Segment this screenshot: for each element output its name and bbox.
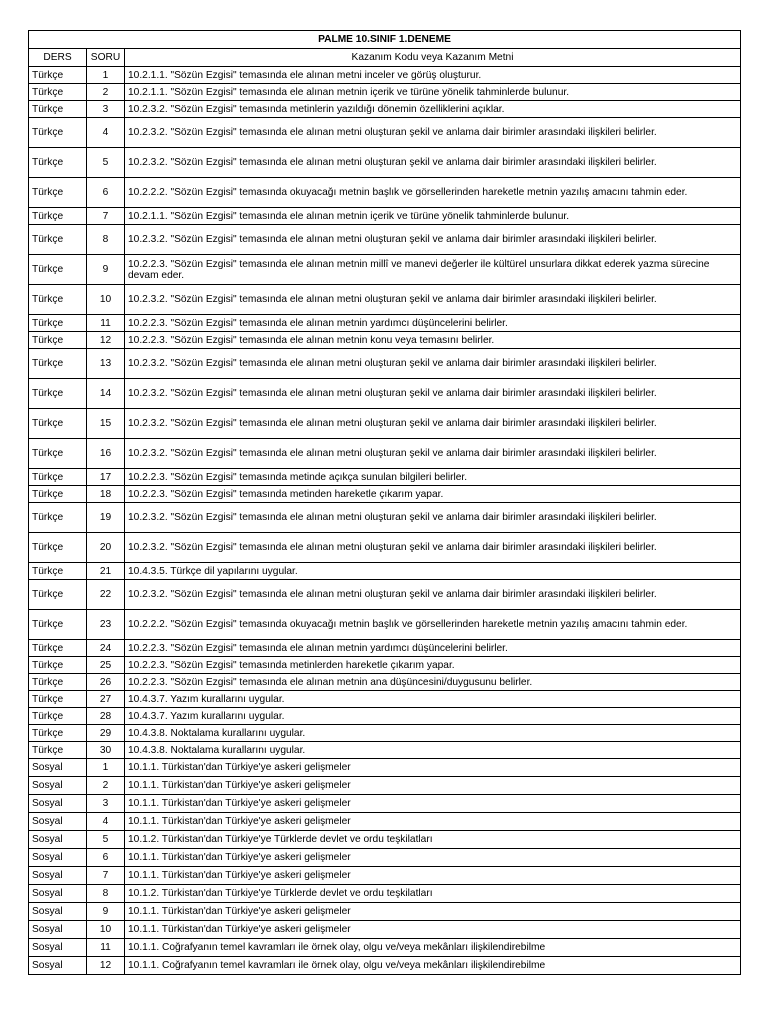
row-metin: 10.1.1. Türkistan'dan Türkiye'ye askeri gelişmeler <box>125 777 741 795</box>
row-metin: 10.1.1. Türkistan'dan Türkiye'ye askeri gelişmeler <box>125 795 741 813</box>
row-soru: 10 <box>87 921 125 939</box>
row-ders: Sosyal <box>29 831 87 849</box>
table-row <box>29 957 741 975</box>
row-soru: 9 <box>87 903 125 921</box>
table-row <box>29 742 741 759</box>
row-ders: Sosyal <box>29 867 87 885</box>
row-ders: Türkçe <box>29 691 87 708</box>
row-soru: 7 <box>87 208 125 225</box>
row-ders: Türkçe <box>29 533 87 563</box>
row-metin: 10.2.3.2. "Sözün Ezgisi" temasında ele alınan metni oluşturan şekil ve anlama dair birimler arasındaki ilişkileri belirler. <box>125 225 741 255</box>
table-row <box>29 640 741 657</box>
table-row <box>29 533 741 563</box>
row-metin: 10.2.1.1. "Sözün Ezgisi" temasında ele alınan metni inceler ve görüş oluşturur. <box>125 67 741 84</box>
row-ders: Türkçe <box>29 503 87 533</box>
row-ders: Türkçe <box>29 225 87 255</box>
row-ders: Türkçe <box>29 640 87 657</box>
row-metin: 10.4.3.8. Noktalama kurallarını uygular. <box>125 725 741 742</box>
row-metin: 10.1.1. Coğrafyanın temel kavramları ile örnek olay, olgu ve/veya mekânları ilişkilendirebilme <box>125 939 741 957</box>
row-soru: 30 <box>87 742 125 759</box>
row-ders: Türkçe <box>29 208 87 225</box>
row-soru: 6 <box>87 849 125 867</box>
row-ders: Sosyal <box>29 939 87 957</box>
table-row <box>29 486 741 503</box>
table-row <box>29 867 741 885</box>
row-soru: 13 <box>87 349 125 379</box>
row-ders: Türkçe <box>29 742 87 759</box>
row-soru: 4 <box>87 813 125 831</box>
table-row <box>29 903 741 921</box>
row-soru: 14 <box>87 379 125 409</box>
row-ders: Türkçe <box>29 285 87 315</box>
row-metin: 10.2.2.3. "Sözün Ezgisi" temasında ele alınan metnin yardımcı düşüncelerini belirler. <box>125 315 741 332</box>
row-ders: Türkçe <box>29 725 87 742</box>
table-row <box>29 349 741 379</box>
row-ders: Sosyal <box>29 921 87 939</box>
row-soru: 15 <box>87 409 125 439</box>
table-row <box>29 921 741 939</box>
table-row <box>29 674 741 691</box>
row-metin: 10.2.3.2. "Sözün Ezgisi" temasında ele alınan metni oluşturan şekil ve anlama dair birimler arasındaki ilişkileri belirler. <box>125 118 741 148</box>
row-ders: Sosyal <box>29 759 87 777</box>
row-soru: 23 <box>87 610 125 640</box>
row-ders: Sosyal <box>29 795 87 813</box>
table-row <box>29 255 741 285</box>
row-metin: 10.4.3.7. Yazım kurallarını uygular. <box>125 708 741 725</box>
row-soru: 1 <box>87 759 125 777</box>
row-metin: 10.2.3.2. "Sözün Ezgisi" temasında ele alınan metni oluşturan şekil ve anlama dair birimler arasındaki ilişkileri belirler. <box>125 379 741 409</box>
row-metin: 10.2.3.2. "Sözün Ezgisi" temasında ele alınan metni oluşturan şekil ve anlama dair birimler arasındaki ilişkileri belirler. <box>125 349 741 379</box>
row-metin: 10.2.1.1. "Sözün Ezgisi" temasında ele alınan metnin içerik ve türüne yönelik tahminlerde bulunur. <box>125 84 741 101</box>
table-row <box>29 691 741 708</box>
row-metin: 10.1.1. Türkistan'dan Türkiye'ye askeri gelişmeler <box>125 849 741 867</box>
row-ders: Türkçe <box>29 674 87 691</box>
row-ders: Sosyal <box>29 885 87 903</box>
row-soru: 24 <box>87 640 125 657</box>
row-metin: 10.1.1. Türkistan'dan Türkiye'ye askeri gelişmeler <box>125 921 741 939</box>
row-metin: 10.2.2.3. "Sözün Ezgisi" temasında metinlerden hareketle çıkarım yapar. <box>125 657 741 674</box>
row-soru: 27 <box>87 691 125 708</box>
row-metin: 10.1.1. Türkistan'dan Türkiye'ye askeri gelişmeler <box>125 759 741 777</box>
table-row <box>29 610 741 640</box>
row-metin: 10.1.1. Türkistan'dan Türkiye'ye askeri gelişmeler <box>125 903 741 921</box>
table-row <box>29 315 741 332</box>
table-row <box>29 777 741 795</box>
row-ders: Türkçe <box>29 708 87 725</box>
row-metin: 10.2.3.2. "Sözün Ezgisi" temasında ele alınan metni oluşturan şekil ve anlama dair birimler arasındaki ilişkileri belirler. <box>125 409 741 439</box>
row-metin: 10.2.2.3. "Sözün Ezgisi" temasında ele alınan metnin yardımcı düşüncelerini belirler. <box>125 640 741 657</box>
row-soru: 22 <box>87 580 125 610</box>
row-metin: 10.2.3.2. "Sözün Ezgisi" temasında ele alınan metni oluşturan şekil ve anlama dair birimler arasındaki ilişkileri belirler. <box>125 580 741 610</box>
row-soru: 10 <box>87 285 125 315</box>
row-metin: 10.2.2.3. "Sözün Ezgisi" temasında ele alınan metnin millî ve manevi değerler ile kültürel unsurlara dikkat ederek yazma sürecine devam eder. <box>125 255 741 285</box>
row-soru: 11 <box>87 315 125 332</box>
row-metin: 10.2.3.2. "Sözün Ezgisi" temasında ele alınan metni oluşturan şekil ve anlama dair birimler arasındaki ilişkileri belirler. <box>125 533 741 563</box>
row-soru: 2 <box>87 777 125 795</box>
table-row <box>29 885 741 903</box>
row-soru: 9 <box>87 255 125 285</box>
table-row <box>29 225 741 255</box>
row-soru: 25 <box>87 657 125 674</box>
table-row <box>29 580 741 610</box>
row-metin: 10.2.3.2. "Sözün Ezgisi" temasında ele alınan metni oluşturan şekil ve anlama dair birimler arasındaki ilişkileri belirler. <box>125 503 741 533</box>
table-row <box>29 84 741 101</box>
row-ders: Türkçe <box>29 563 87 580</box>
row-ders: Türkçe <box>29 439 87 469</box>
row-metin: 10.1.2. Türkistan'dan Türkiye'ye Türklerde devlet ve ordu teşkilatları <box>125 831 741 849</box>
table-row <box>29 409 741 439</box>
row-ders: Sosyal <box>29 957 87 975</box>
table-row <box>29 831 741 849</box>
row-soru: 5 <box>87 148 125 178</box>
table-row <box>29 813 741 831</box>
row-metin: 10.2.1.1. "Sözün Ezgisi" temasında ele alınan metnin içerik ve türüne yönelik tahminlerde bulunur. <box>125 208 741 225</box>
table-row <box>29 439 741 469</box>
header-ders: DERS <box>29 49 87 67</box>
table-row <box>29 67 741 84</box>
row-metin: 10.2.2.3. "Sözün Ezgisi" temasında ele alınan metnin ana düşüncesini/duygusunu belirler. <box>125 674 741 691</box>
row-ders: Türkçe <box>29 486 87 503</box>
row-soru: 5 <box>87 831 125 849</box>
table-row <box>29 285 741 315</box>
row-soru: 20 <box>87 533 125 563</box>
table-row <box>29 759 741 777</box>
table-row <box>29 503 741 533</box>
table-row <box>29 708 741 725</box>
row-metin: 10.2.2.3. "Sözün Ezgisi" temasında metinden hareketle çıkarım yapar. <box>125 486 741 503</box>
table-row <box>29 101 741 118</box>
row-soru: 2 <box>87 84 125 101</box>
row-soru: 29 <box>87 725 125 742</box>
row-soru: 7 <box>87 867 125 885</box>
row-metin: 10.1.1. Coğrafyanın temel kavramları ile örnek olay, olgu ve/veya mekânları ilişkilendirebilme <box>125 957 741 975</box>
row-soru: 21 <box>87 563 125 580</box>
row-metin: 10.4.3.5. Türkçe dil yapılarını uygular. <box>125 563 741 580</box>
row-soru: 12 <box>87 957 125 975</box>
row-ders: Türkçe <box>29 332 87 349</box>
document-title: PALME 10.SINIF 1.DENEME <box>29 31 741 49</box>
table-row <box>29 379 741 409</box>
row-metin: 10.2.3.2. "Sözün Ezgisi" temasında ele alınan metni oluşturan şekil ve anlama dair birimler arasındaki ilişkileri belirler. <box>125 148 741 178</box>
table-row <box>29 148 741 178</box>
table-row <box>29 725 741 742</box>
row-soru: 19 <box>87 503 125 533</box>
row-ders: Türkçe <box>29 67 87 84</box>
row-metin: 10.1.1. Türkistan'dan Türkiye'ye askeri gelişmeler <box>125 867 741 885</box>
row-ders: Türkçe <box>29 409 87 439</box>
row-ders: Sosyal <box>29 777 87 795</box>
table-row <box>29 178 741 208</box>
table-row <box>29 657 741 674</box>
row-ders: Türkçe <box>29 178 87 208</box>
title-row <box>29 31 741 49</box>
row-ders: Türkçe <box>29 349 87 379</box>
row-ders: Türkçe <box>29 379 87 409</box>
row-ders: Türkçe <box>29 255 87 285</box>
row-ders: Türkçe <box>29 610 87 640</box>
table-row <box>29 563 741 580</box>
row-metin: 10.1.2. Türkistan'dan Türkiye'ye Türklerde devlet ve ordu teşkilatları <box>125 885 741 903</box>
row-ders: Türkçe <box>29 657 87 674</box>
table-row <box>29 332 741 349</box>
row-metin: 10.2.2.3. "Sözün Ezgisi" temasında metinde açıkça sunulan bilgileri belirler. <box>125 469 741 486</box>
row-metin: 10.2.3.2. "Sözün Ezgisi" temasında metinlerin yazıldığı dönemin özelliklerini açıklar. <box>125 101 741 118</box>
kazanim-table <box>28 30 741 975</box>
header-metin: Kazanım Kodu veya Kazanım Metni <box>125 49 741 67</box>
header-row <box>29 49 741 67</box>
row-soru: 18 <box>87 486 125 503</box>
table-row <box>29 849 741 867</box>
row-ders: Türkçe <box>29 469 87 486</box>
row-soru: 1 <box>87 67 125 84</box>
table-row <box>29 118 741 148</box>
row-metin: 10.4.3.8. Noktalama kurallarını uygular. <box>125 742 741 759</box>
row-soru: 3 <box>87 101 125 118</box>
row-metin: 10.2.2.3. "Sözün Ezgisi" temasında ele alınan metnin konu veya temasını belirler. <box>125 332 741 349</box>
row-metin: 10.2.2.2. "Sözün Ezgisi" temasında okuyacağı metnin başlık ve görsellerinden hareketle metnin yazılış amacını tahmin eder. <box>125 610 741 640</box>
row-soru: 3 <box>87 795 125 813</box>
row-ders: Türkçe <box>29 118 87 148</box>
row-metin: 10.2.3.2. "Sözün Ezgisi" temasında ele alınan metni oluşturan şekil ve anlama dair birimler arasındaki ilişkileri belirler. <box>125 285 741 315</box>
row-metin: 10.2.3.2. "Sözün Ezgisi" temasında ele alınan metni oluşturan şekil ve anlama dair birimler arasındaki ilişkileri belirler. <box>125 439 741 469</box>
table-row <box>29 208 741 225</box>
row-soru: 28 <box>87 708 125 725</box>
row-ders: Türkçe <box>29 148 87 178</box>
row-soru: 26 <box>87 674 125 691</box>
table-row <box>29 795 741 813</box>
row-metin: 10.2.2.2. "Sözün Ezgisi" temasında okuyacağı metnin başlık ve görsellerinden hareketle metnin yazılış amacını tahmin eder. <box>125 178 741 208</box>
row-ders: Türkçe <box>29 580 87 610</box>
row-soru: 16 <box>87 439 125 469</box>
row-ders: Sosyal <box>29 903 87 921</box>
row-soru: 8 <box>87 885 125 903</box>
row-soru: 17 <box>87 469 125 486</box>
row-soru: 8 <box>87 225 125 255</box>
row-soru: 12 <box>87 332 125 349</box>
row-ders: Türkçe <box>29 84 87 101</box>
table-row <box>29 939 741 957</box>
row-ders: Sosyal <box>29 849 87 867</box>
row-ders: Türkçe <box>29 315 87 332</box>
row-soru: 11 <box>87 939 125 957</box>
table-row <box>29 469 741 486</box>
row-soru: 4 <box>87 118 125 148</box>
row-metin: 10.4.3.7. Yazım kurallarını uygular. <box>125 691 741 708</box>
row-soru: 6 <box>87 178 125 208</box>
row-ders: Türkçe <box>29 101 87 118</box>
row-ders: Sosyal <box>29 813 87 831</box>
header-soru: SORU <box>87 49 125 67</box>
row-metin: 10.1.1. Türkistan'dan Türkiye'ye askeri gelişmeler <box>125 813 741 831</box>
